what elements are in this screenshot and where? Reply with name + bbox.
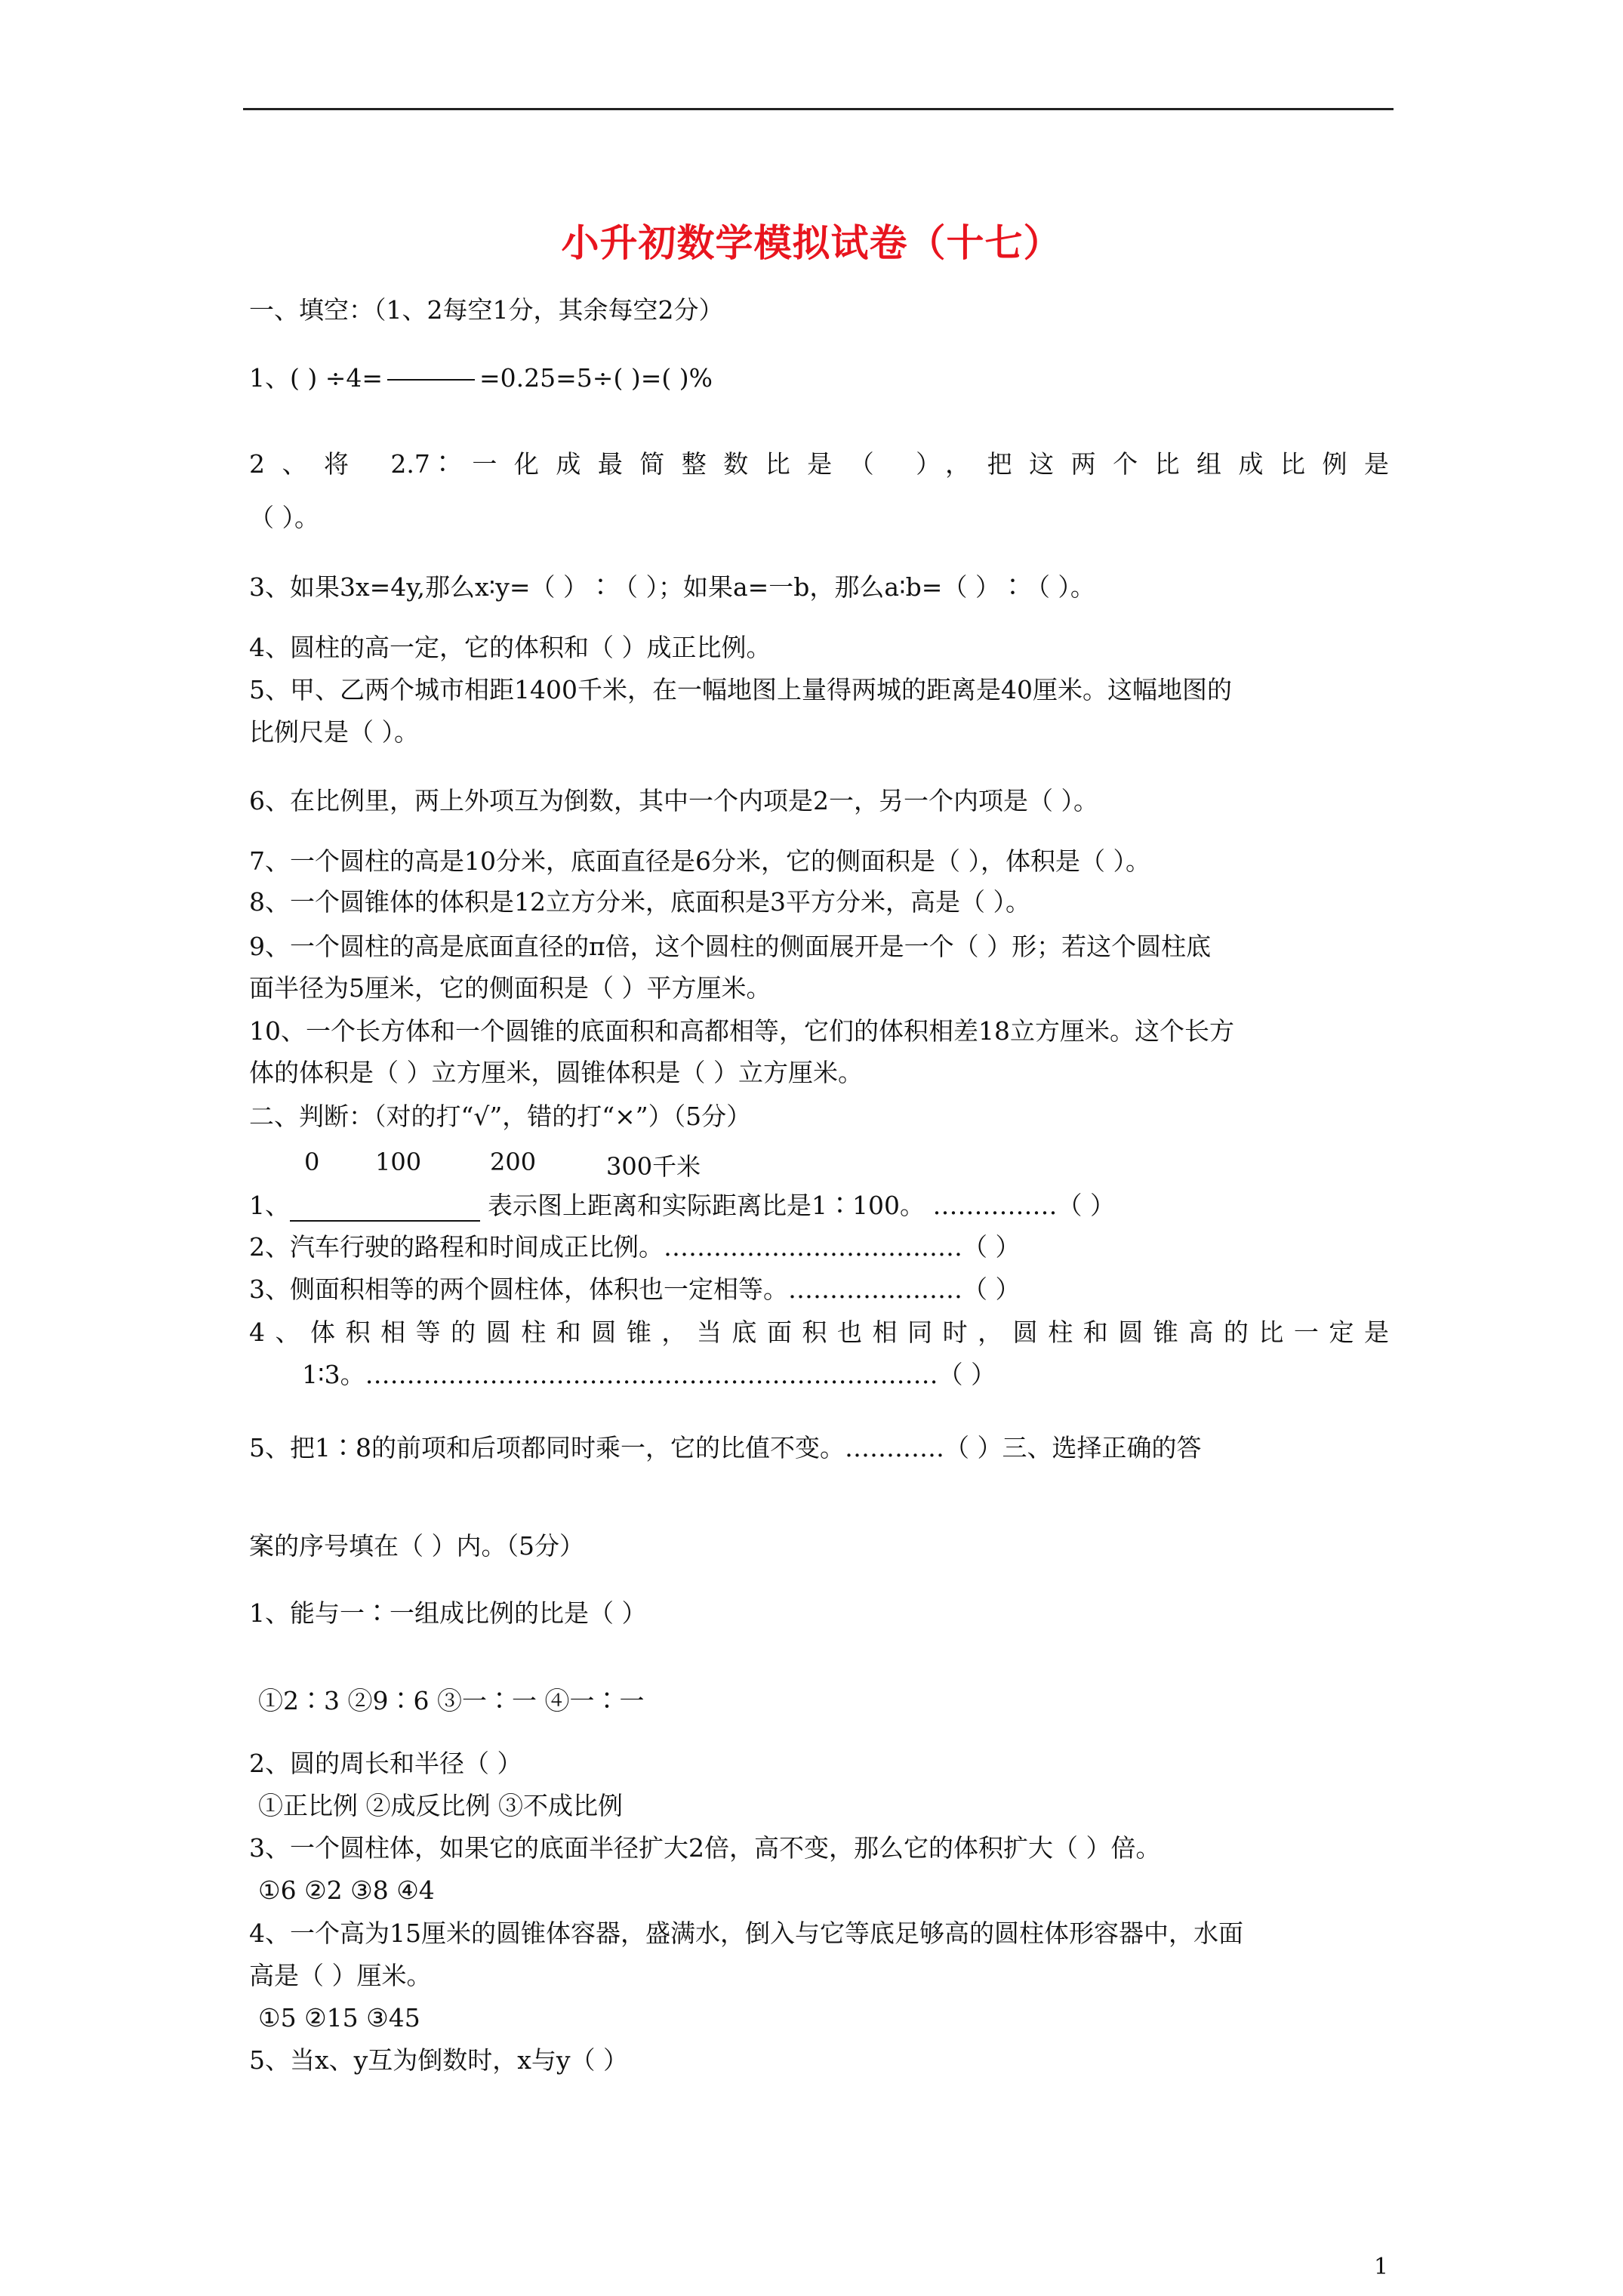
- judge-2: 2、汽车行驶的路程和时间成正比例。………………………………（ ）: [249, 1232, 1021, 1262]
- judge-1: [249, 1190, 1115, 1222]
- choice-2: 2、圆的周长和半径（ ）: [249, 1749, 522, 1778]
- judge-4-line-2: 1∶3。……………………………………………………………（ ）: [302, 1360, 996, 1389]
- question-9-line-1: 9、一个圆柱的高是底面直径的π倍，这个圆柱的侧面展开是一个（ ）形；若这个圆柱底: [249, 932, 1212, 961]
- judge-5-line-2: 案的序号填在（ ）内。（5分）: [249, 1531, 584, 1561]
- judge-1-prefix: 1、: [249, 1191, 290, 1220]
- judge-3: 3、侧面积相等的两个圆柱体，体积也一定相等。…………………（ ）: [249, 1274, 1021, 1304]
- question-5-line-2: 比例尺是（ ）。: [249, 717, 419, 747]
- scale-bar: [290, 1200, 480, 1222]
- choice-3: 3、一个圆柱体，如果它的底面半径扩大2倍，高不变，那么它的体积扩大（ ）倍。: [249, 1833, 1161, 1863]
- scale-label: 300千米: [606, 1152, 701, 1181]
- header-rule: [243, 108, 1394, 110]
- question-2-line-1: 2、将 2.7∶一化成最简整数比是（ ），把这两个比组成比例是: [249, 449, 1389, 479]
- question-4: 4、圆柱的高一定，它的体积和（ ）成正比例。: [249, 633, 771, 662]
- question-8: 8、一个圆锥体的体积是12立方分米，底面积是3平方分米，高是（ ）。: [249, 887, 1030, 917]
- question-10-line-2: 体的体积是（ ）立方厘米，圆锥体积是（ ）立方厘米。: [249, 1058, 863, 1087]
- scale-label: 200: [490, 1148, 537, 1176]
- section1-heading: 一、填空：（1、2每空1分，其余每空2分）: [249, 295, 724, 325]
- fraction-line: [387, 379, 475, 381]
- choice-1-options: ①2∶3 ②9∶6 ③一∶一 ④一∶一: [258, 1686, 645, 1715]
- question-7: 7、一个圆柱的高是10分米，底面直径是6分米，它的侧面积是（ ），体积是（ ）。: [249, 846, 1150, 876]
- judge-5-line-1: 5、把1∶8的前项和后项都同时乘一，它的比值不变。…………（ ）三、选择正确的答: [249, 1433, 1202, 1462]
- question-10-line-1: 10、一个长方体和一个圆锥的底面积和高都相等，它们的体积相差18立方厘米。这个长方: [249, 1016, 1234, 1046]
- judge-1-text: 表示图上距离和实际距离比是1∶100。 ……………（ ）: [488, 1191, 1115, 1220]
- question-3: 3、如果3x=4y,那么x∶y=（ ）∶（ ）；如果a=一b，那么a∶b=（ ）∶（ ）。: [249, 572, 1095, 602]
- choice-4-options: ①5 ②15 ③45: [258, 2003, 420, 2032]
- question-6: 6、在比例里，两上外项互为倒数，其中一个内项是2一，另一个内项是（ ）。: [249, 786, 1098, 815]
- question-1-part-b: =0.25=5÷( )=( )%: [479, 363, 713, 393]
- choice-1: 1、能与一∶一组成比例的比是（ ）: [249, 1598, 647, 1628]
- question-2-line-2: （ ）。: [249, 503, 319, 532]
- scale-label: 100: [375, 1148, 422, 1176]
- choice-4-line-2: 高是（ ）厘米。: [249, 1961, 432, 1990]
- choice-2-options: ①正比例 ②成反比例 ③不成比例: [258, 1791, 623, 1820]
- choice-5: 5、当x、y互为倒数时，x与y（ ）: [249, 2045, 628, 2075]
- scale-label: 0: [304, 1148, 320, 1176]
- page-number: 1: [1374, 2254, 1389, 2280]
- section2-heading: 二、判断：（对的打“√”，错的打“×”）（5分）: [249, 1102, 752, 1131]
- choice-3-options: ①6 ②2 ③8 ④4: [258, 1875, 435, 1905]
- question-9-line-2: 面半径为5厘米，它的侧面积是（ ）平方厘米。: [249, 973, 771, 1003]
- choice-4-line-1: 4、一个高为15厘米的圆锥体容器，盛满水，倒入与它等底足够高的圆柱体形容器中，水面: [249, 1918, 1243, 1948]
- question-1: [249, 362, 713, 394]
- judge-4-line-1: 4、体积相等的圆柱和圆锥，当底面积也相同时，圆柱和圆锥高的比一定是: [249, 1318, 1389, 1347]
- question-5-line-1: 5、甲、乙两个城市相距1400千米，在一幅地图上量得两城的距离是40厘米。这幅地图的: [249, 675, 1232, 704]
- question-1-part-a: 1、( ) ÷4=: [249, 363, 383, 393]
- page-title: 小升初数学模拟试卷（十七）: [561, 220, 1062, 265]
